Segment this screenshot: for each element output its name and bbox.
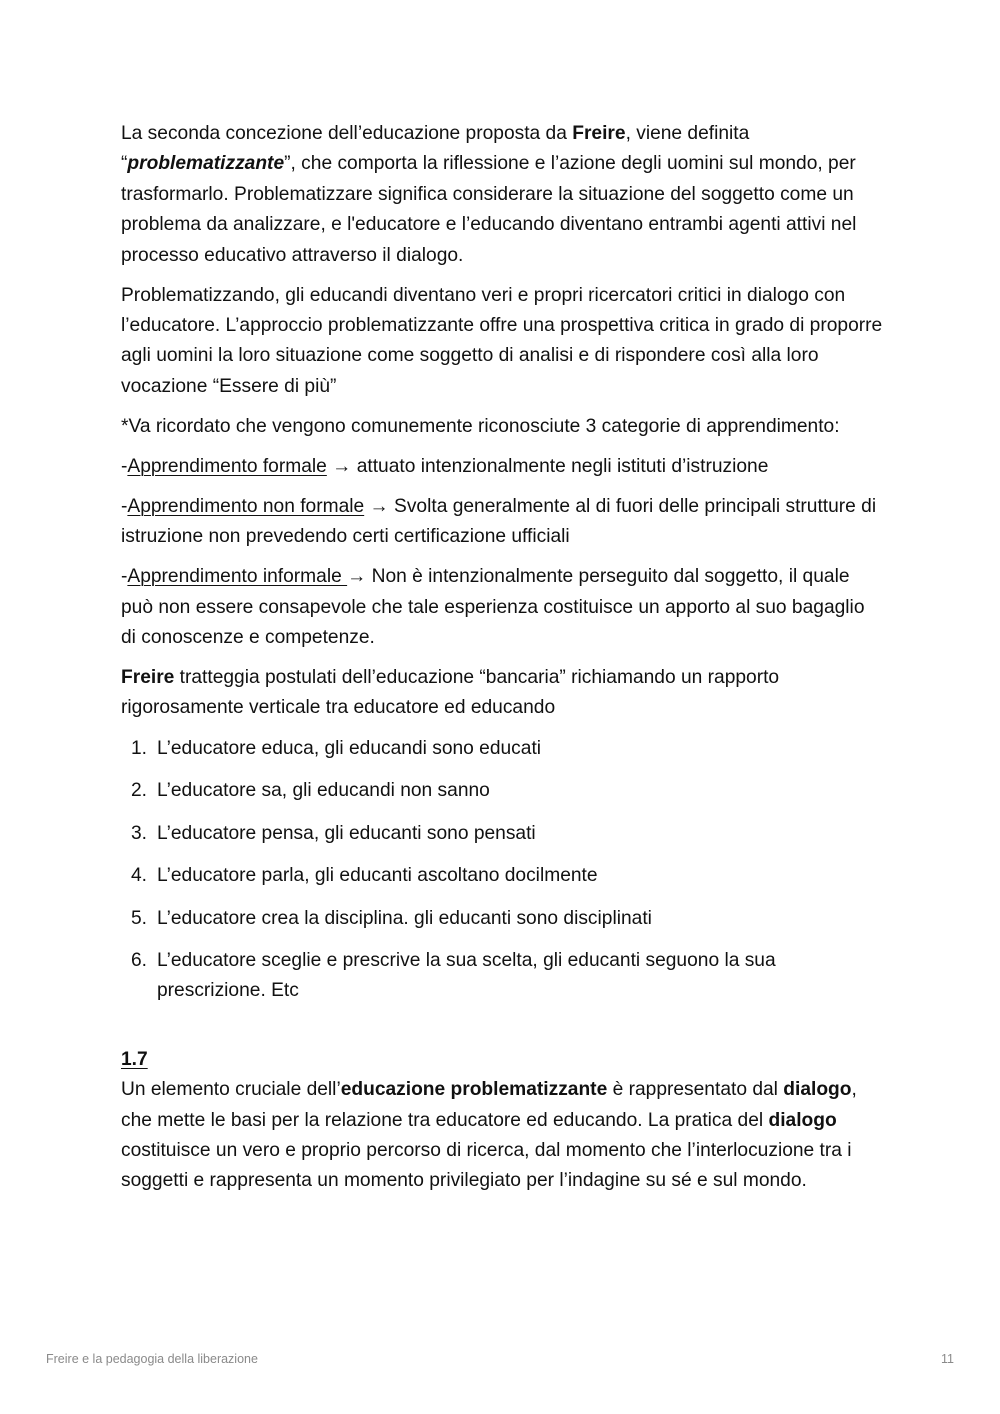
dash: - [121, 495, 128, 517]
bold-italic-problematizzante: problematizzante [127, 153, 285, 175]
list-number: 2. [131, 780, 148, 802]
text: Un elemento cruciale dell’ [121, 1079, 341, 1101]
list-number: 6. [131, 949, 148, 971]
paragraph-dialogue [121, 1075, 883, 1197]
category-description: → Svolta generalmente al di fuori delle principali strutture di istruzione non prevedendo certi certificazione ufficiali [121, 495, 877, 548]
list-text: L’educatore crea la disciplina. gli educanti sono disciplinati [157, 907, 652, 929]
bold-freire: Freire [572, 123, 626, 144]
category-non-formal [121, 492, 883, 553]
list-item [121, 904, 883, 934]
text: La seconda concezione dell’educazione proposta da [121, 123, 573, 144]
category-description: → attuato intenzionalmente negli istituti d’istruzione [326, 455, 769, 477]
list-item [121, 776, 883, 806]
list-item [121, 734, 883, 764]
bold-freire: Freire [121, 667, 175, 689]
text: costituisce un vero e proprio percorso di ricerca, dal momento che l’interlocuzione tra i soggetti e rappresenta un momento privilegiato per l’indagine su sé e sul mondo. [121, 1139, 852, 1192]
paragraph-problematizing-concept [121, 119, 883, 271]
list-text: L’educatore sa, gli educandi non sanno [157, 780, 490, 802]
category-name: Apprendimento informale [127, 566, 348, 588]
banking-principles-list [121, 734, 883, 1007]
text: , che mette le basi per la relazione tra educatore ed educando. La pratica del [121, 1079, 857, 1131]
paragraph-banking-education [121, 663, 883, 724]
page-body [121, 119, 883, 1206]
text: tratteggia postulati dell’educazione “bancaria” richiamando un rapporto rigorosamente verticale tra educatore ed educando [121, 667, 780, 719]
list-item [121, 946, 883, 1007]
dash: - [121, 566, 128, 588]
list-item [121, 819, 883, 849]
section-heading: 1.7 [121, 1048, 148, 1070]
list-text: L’educatore pensa, gli educanti sono pensati [157, 822, 536, 844]
list-item [121, 861, 883, 891]
text: ”, che comporta la riflessione e l’azione degli uomini sul mondo, per trasformarlo. Problematizzare significa considerare la situazione del soggetto come un problema da analizzare, e l'educatore e l’educando diventano entrambi agenti attivi nel processo educativo attraverso il dialogo. [121, 153, 857, 266]
category-informal [121, 562, 883, 653]
list-number: 3. [131, 822, 148, 844]
list-number: 4. [131, 865, 148, 887]
bold-educazione-problematizzante: educazione problematizzante [340, 1079, 608, 1101]
footer-page-number: 11 [941, 1352, 954, 1366]
category-description: → Non è intenzionalmente perseguito dal soggetto, il quale può non essere consapevole che tale esperienza costituisce un apporto al suo bagaglio di conoscenze e competenze. [121, 566, 865, 649]
footer-document-title: Freire e la pedagogia della liberazione [46, 1352, 258, 1366]
category-name: Apprendimento non formale [127, 495, 365, 517]
list-number: 1. [131, 737, 148, 759]
text: , viene definita “ [121, 123, 750, 175]
bold-dialogo: dialogo [783, 1079, 852, 1101]
list-number: 5. [131, 907, 148, 929]
dash: - [121, 455, 128, 477]
bold-dialogo: dialogo [768, 1109, 837, 1131]
category-name: Apprendimento formale [127, 455, 327, 477]
list-text: L’educatore educa, gli educandi sono educati [157, 737, 542, 759]
paragraph-learning-categories-intro: *Va ricordato che vengono comunemente riconosciute 3 categorie di apprendimento: [121, 415, 840, 437]
text: è rappresentato dal [607, 1079, 784, 1101]
list-text: L’educatore sceglie e prescrive la sua scelta, gli educanti seguono la sua prescrizione. Etc [157, 949, 776, 1002]
list-text: L’educatore parla, gli educanti ascoltano docilmente [157, 865, 598, 887]
paragraph-critical-researchers: Problematizzando, gli educandi diventano veri e propri ricercatori critici in dialogo con l’educatore. L’approccio problematizzante offre una prospettiva critica in grado di proporre agli uomini la loro situazione come soggetto di analisi e di rispondere così alla loro vocazione “Essere di più” [121, 284, 883, 397]
category-formal [121, 452, 883, 482]
